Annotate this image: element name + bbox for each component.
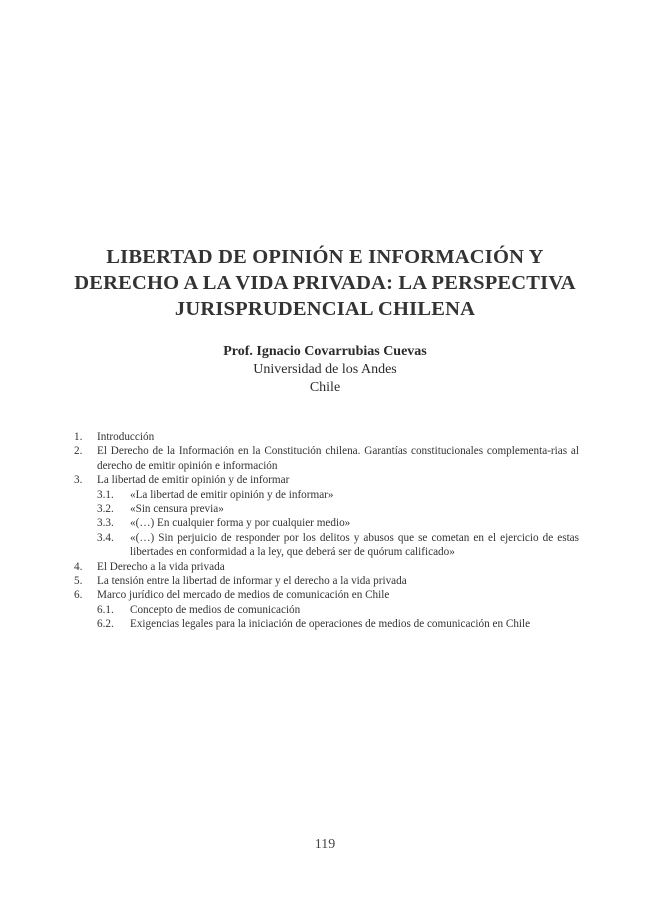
table-of-contents [74, 430, 579, 632]
toc-item-text: La tensión entre la libertad de informar y el derecho a la vida privada [97, 575, 407, 588]
toc-subitem [74, 617, 579, 631]
toc-item-text: El Derecho de la Información en la Constitución chilena. Garantías constitucionales complementa-rias al derecho de emitir opinión e información [97, 445, 579, 472]
toc-item [74, 560, 579, 574]
toc-item-text: «La libertad de emitir opinión y de informar» [130, 488, 334, 501]
author-name: Prof. Ignacio Covarrubias Cuevas [223, 344, 427, 359]
author-block [100, 343, 550, 397]
toc-item-number: 6.2. [97, 618, 114, 631]
toc-item-text: «Sin censura previa» [130, 503, 224, 516]
toc-item [74, 430, 579, 444]
toc-item-number: 6.1. [97, 603, 114, 616]
toc-item-number: 2. [74, 445, 83, 458]
chapter-title [60, 244, 590, 322]
toc-subitem [74, 488, 579, 502]
toc-item-text: Marco jurídico del mercado de medios de comunicación en Chile [97, 589, 390, 602]
toc-item [74, 473, 579, 487]
toc-subitem [74, 603, 579, 617]
chapter-title-line: DERECHO A LA VIDA PRIVADA: LA PERSPECTIVA [74, 272, 576, 294]
toc-item-text: «(…) En cualquier forma y por cualquier medio» [130, 517, 351, 530]
toc-item-text: La libertad de emitir opinión y de informar [97, 474, 290, 487]
chapter-title-line: LIBERTAD DE OPINIÓN E INFORMACIÓN Y [106, 246, 544, 268]
toc-item-number: 6. [74, 589, 83, 602]
toc-item-text: «(…) Sin perjuicio de responder por los delitos y abusos que se cometan en el ejercicio de estas libertades en conformidad a la ley, que deberá ser de quórum calificado» [130, 531, 579, 559]
toc-item-number: 1. [74, 431, 83, 443]
toc-subitem [74, 516, 579, 530]
author-country: Chile [309, 380, 341, 395]
toc-item-number: 3.2. [97, 503, 114, 516]
author-affiliation: Universidad de los Andes [253, 362, 397, 377]
toc-item-number: 3.3. [97, 517, 114, 530]
toc-item-number: 5. [74, 575, 83, 588]
toc-item [74, 588, 579, 602]
toc-item-number: 4. [74, 560, 83, 573]
toc-subitem [74, 531, 579, 560]
toc-item-text: Introducción [97, 431, 155, 443]
toc-item-number: 3.1. [97, 488, 114, 501]
toc-item-text: Exigencias legales para la iniciación de operaciones de medios de comunicación en Chile [130, 618, 531, 631]
toc-item [74, 574, 579, 588]
toc-item-number: 3.4. [97, 531, 114, 544]
toc-item-text: Concepto de medios de comunicación [130, 603, 301, 616]
chapter-title-line: JURISPRUDENCIAL CHILENA [174, 298, 476, 320]
toc-subitem [74, 502, 579, 516]
page-number: 119 [314, 837, 336, 852]
toc-item [74, 444, 579, 473]
toc-item-number: 3. [74, 474, 83, 487]
toc-item-text: El Derecho a la vida privada [97, 560, 225, 573]
